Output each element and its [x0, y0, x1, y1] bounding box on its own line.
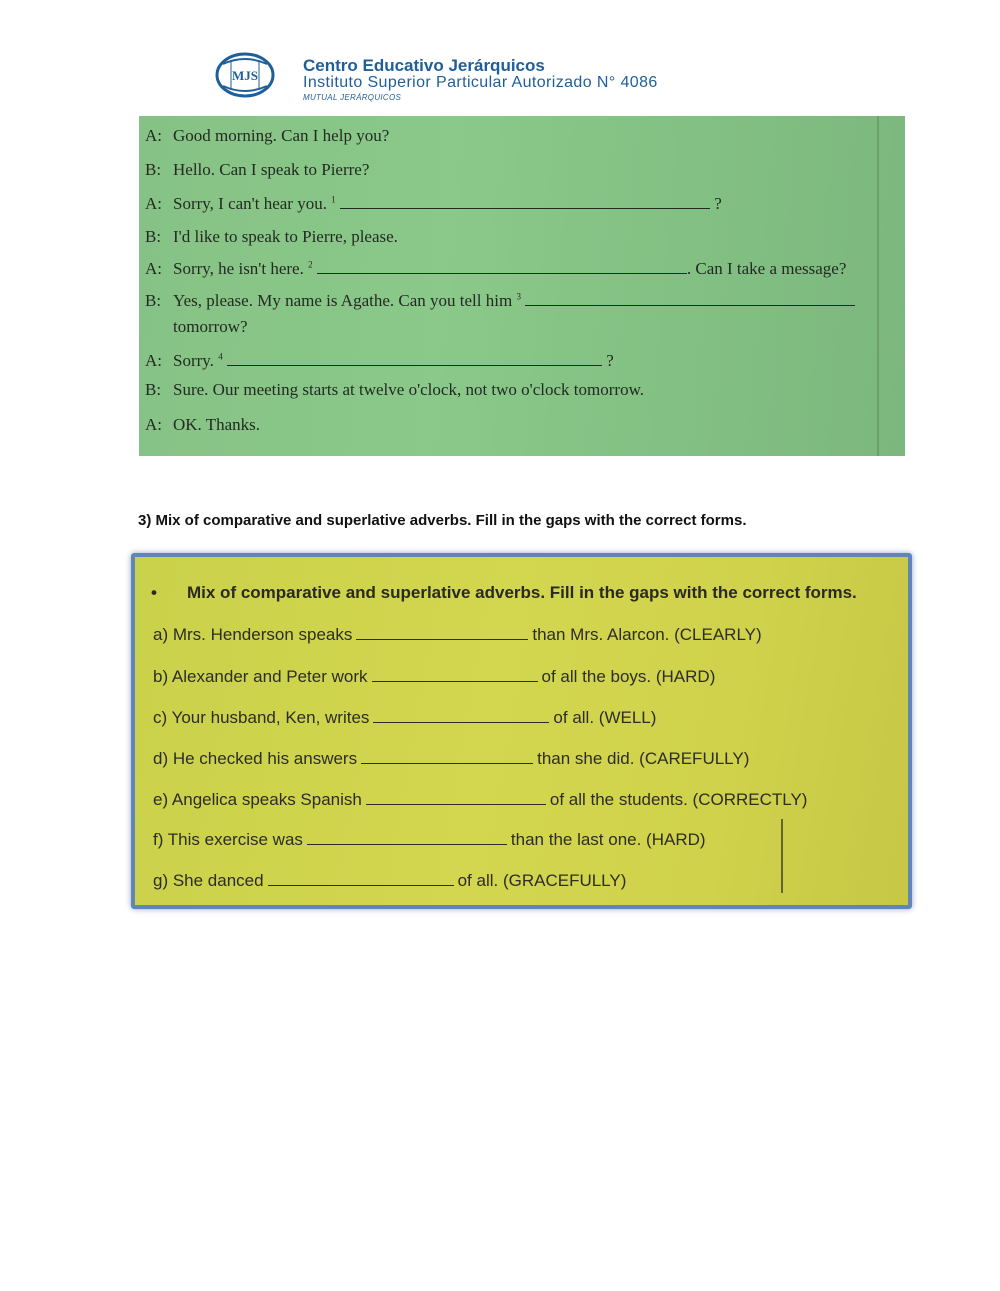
dialogue-line [145, 126, 389, 146]
bullet-icon: • [151, 583, 157, 602]
exercise-item [153, 871, 626, 891]
dialogue-line [145, 227, 398, 247]
gap-number: 2 [308, 259, 313, 270]
institution-subtitle: Instituto Superior Particular Autorizado N° 4086 [303, 74, 658, 91]
item-prompt: a) Mrs. Henderson speaks [153, 625, 353, 644]
dialogue-line [145, 194, 722, 214]
item-hint: of all. (GRACEFULLY) [457, 871, 627, 890]
gap-number: 1 [331, 194, 336, 205]
gap-suffix: . Can I take a message? [686, 259, 847, 278]
item-hint: of all the boys. (HARD) [541, 667, 716, 686]
answer-gap-g[interactable] [268, 872, 454, 886]
dialogue-text: Hello. Can I speak to Pierre? [173, 160, 370, 179]
dialogue-text: tomorrow? [173, 317, 248, 336]
speaker-label: B: [145, 227, 162, 246]
item-hint: of all. (WELL) [553, 708, 657, 727]
institution-name: Centro Educativo Jerárquicos [303, 56, 545, 75]
speaker-label: A: [145, 126, 162, 145]
dialogue-text: Sure. Our meeting starts at twelve o'clock, not two o'clock tomorrow. [173, 380, 644, 399]
dialogue-text: Good morning. Can I help you? [173, 126, 390, 145]
dialogue-exercise-image [139, 116, 905, 456]
gap-suffix: ? [714, 194, 722, 213]
answer-gap-1[interactable] [340, 196, 710, 209]
answer-gap-f[interactable] [307, 831, 507, 845]
item-prompt: d) He checked his answers [153, 749, 358, 768]
answer-gap-c[interactable] [373, 709, 549, 723]
dialogue-line [145, 317, 248, 337]
speaker-label: B: [145, 160, 162, 179]
dialogue-text: I'd like to speak to Pierre, please. [173, 227, 398, 246]
exercise-3-instruction: 3) Mix of comparative and superlative adverbs. Fill in the gaps with the correct forms. [138, 512, 747, 529]
dialogue-line [145, 259, 846, 279]
exercise-item [153, 749, 749, 769]
item-hint: than she did. (CAREFULLY) [537, 749, 750, 768]
dialogue-line [145, 160, 369, 180]
speaker-label: A: [145, 415, 162, 434]
dialogue-line [145, 380, 644, 400]
exercise-item [153, 830, 706, 850]
dialogue-line [145, 291, 855, 311]
item-prompt: f) This exercise was [153, 830, 303, 849]
exercise-item [153, 790, 807, 810]
answer-gap-4[interactable] [227, 353, 602, 366]
exercise-item [153, 625, 762, 645]
margin-line [781, 819, 783, 893]
logo-monogram: MJS [232, 68, 258, 83]
item-prompt: g) She danced [153, 871, 264, 890]
dialogue-text: Sorry, I can't hear you. [173, 194, 327, 213]
answer-gap-a[interactable] [356, 626, 528, 640]
item-hint: than Mrs. Alarcon. (CLEARLY) [532, 625, 762, 644]
gap-number: 4 [218, 351, 223, 362]
speaker-label: A: [145, 194, 162, 213]
gap-number: 3 [516, 291, 521, 302]
dialogue-line [145, 415, 260, 435]
item-prompt: b) Alexander and Peter work [153, 667, 368, 686]
item-hint: of all the students. (CORRECTLY) [549, 790, 808, 809]
item-hint: than the last one. (HARD) [510, 830, 706, 849]
dialogue-text: OK. Thanks. [173, 415, 261, 434]
school-logo-icon [215, 52, 275, 98]
exercise-title-text: Mix of comparative and superlative adverbs. Fill in the gaps with the correct forms. [187, 583, 857, 602]
dialogue-text: Sorry. [173, 351, 214, 370]
answer-gap-e[interactable] [366, 791, 546, 805]
speaker-label: B: [145, 291, 162, 310]
speaker-label: A: [145, 259, 162, 278]
exercise-title [151, 583, 857, 603]
item-prompt: c) Your husband, Ken, writes [153, 708, 370, 727]
institution-small-caption: MUTUAL JERÁRQUICOS [303, 93, 402, 102]
dialogue-text: Yes, please. My name is Agathe. Can you tell him [173, 291, 513, 310]
exercise-item [153, 667, 715, 687]
exercise-item [153, 708, 656, 728]
answer-gap-2[interactable] [317, 261, 687, 274]
answer-gap-d[interactable] [361, 750, 533, 764]
dialogue-text: Sorry, he isn't here. [173, 259, 304, 278]
answer-gap-3[interactable] [525, 293, 855, 306]
adverbs-exercise-image [131, 553, 912, 909]
institution-header [215, 52, 815, 102]
speaker-label: A: [145, 351, 162, 370]
paper-edge-line [877, 116, 879, 456]
speaker-label: B: [145, 380, 162, 399]
answer-gap-b[interactable] [372, 668, 538, 682]
gap-suffix: ? [606, 351, 614, 370]
item-prompt: e) Angelica speaks Spanish [153, 790, 362, 809]
dialogue-line [145, 351, 614, 371]
